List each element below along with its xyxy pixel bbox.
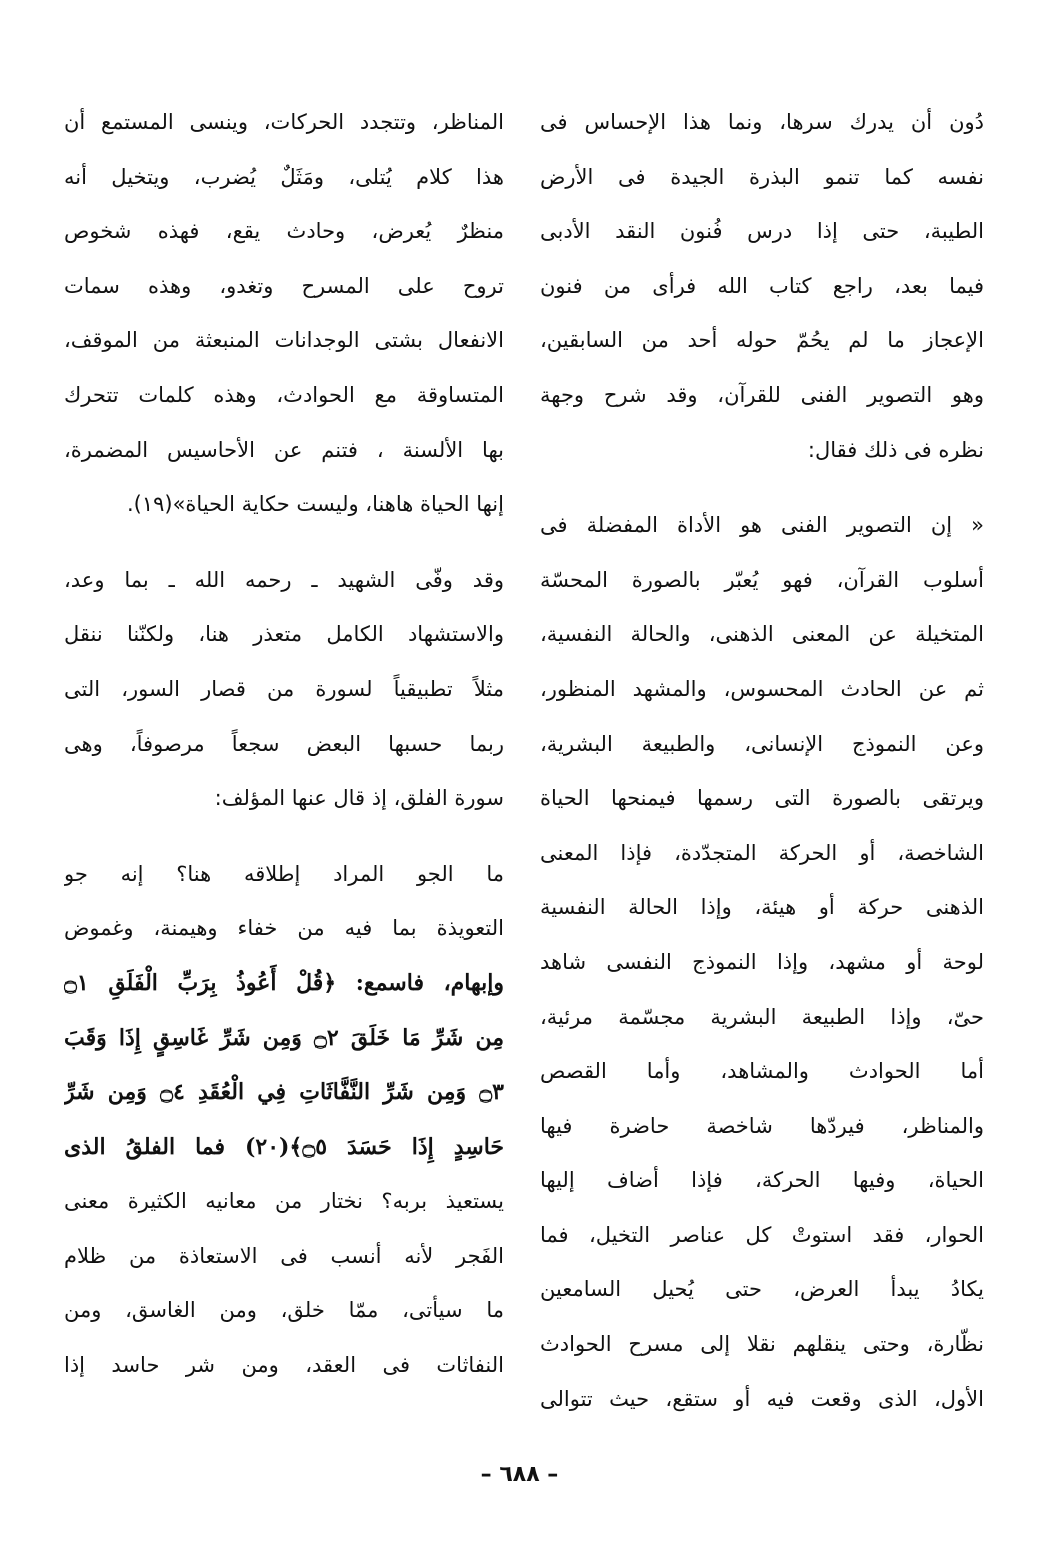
text-line: منظرٌ يُعرض، وحادث يقع، فهذه شخوص [64, 219, 504, 244]
left-text-column [64, 95, 504, 1393]
text-line: الطيبة، حتى إذا درس فُنون النقد الأدبى [540, 219, 984, 244]
right-text-column [540, 95, 984, 1426]
text-line: المتساوقة مع الحوادث، وهذه كلمات تتحرك [64, 382, 504, 407]
paragraph-quotation [540, 498, 984, 1426]
text-line: التعويذة بما فيه من خفاء وهيمنة، وغموض [64, 916, 504, 941]
text-line: وقد وفّى الشهيد ـ رحمه الله ـ بما وعد، [64, 567, 504, 592]
quran-verse-line: حَاسِدٍ إِذَا حَسَدَ ۝٥﴾(٢٠) فما الفلقُ الذى [64, 1133, 504, 1160]
text-line: المناظر، وتتجدد الحركات، وينسى المستمع أن [64, 110, 504, 134]
text-line: ما سيأتى، ممّا خلق، ومن الغاسق، ومن [64, 1298, 504, 1323]
quran-verse-line: مِن شَرِّ مَا خَلَقَ ۝٢ وَمِن شَرِّ غَاسِقٍ إِذَا وَقَبَ [64, 1024, 504, 1051]
text-line: سورة الفلق، إذ قال عنها المؤلف: [214, 786, 504, 811]
text-line: الذهنى حركة أو هيئة، وإذا الحالة النفسية [540, 895, 984, 920]
text-line: ويرتقى بالصورة التى رسمها فيمنحها الحياة [540, 786, 984, 811]
text-line: يستعيذ بربه؟ نختار من معانيه الكثيرة معنى [64, 1189, 504, 1214]
text-line: وهو التصوير الفنى للقرآن، وقد شرح وجهة [540, 382, 984, 407]
quran-verse-line: وإبهام، فاسمع: ﴿قُلْ أَعُوذُ بِرَبِّ الْفَلَقِ ۝١ [64, 969, 504, 996]
text-line: دُون أن يدرك سرها، ونما هذا الإحساس فى [540, 110, 984, 134]
text-line: نظره فى ذلك فقال: [807, 437, 984, 462]
text-line: تروح على المسرح وتغدو، وهذه سمات [64, 273, 504, 298]
text-line: ثم عن الحادث المحسوس، والمشهد المنظور، [540, 676, 984, 701]
text-line: الانفعال بشتى الوجدانات المنبعثة من الموقف، [64, 328, 504, 353]
text-line: مثلاً تطبيقياً لسورة من قصار السور، التى [64, 676, 504, 701]
text-line: الإعجاز ما لم يحُمّ حوله أحد من السابقين، [540, 328, 984, 353]
quran-verse-line: ۝٣ وَمِن شَرِّ النَّفَّاثَاتِ فِي الْعُقَدِ ۝٤ وَمِن شَرِّ [64, 1079, 504, 1106]
text-line: نظّارة، وحتى ينقلهم نقلا إلى مسرح الحوادث [540, 1332, 984, 1357]
text-line: أما الحوادث والمشاهد، وأما القصص [540, 1059, 984, 1084]
paragraph-example [64, 553, 504, 826]
text-line: أسلوب القرآن، فهو يُعبّر بالصورة المحسّة [540, 567, 984, 592]
text-line: « إن التصوير الفنى هو الأداة المفضلة فى [540, 513, 984, 538]
text-line: ما الجو المراد إطلاقه هنا؟ إنه جو [64, 861, 504, 886]
text-line: ربما حسبها البعض سجعاً مرصوفاً، وهى [64, 731, 504, 756]
text-line: يكادُ يبدأ العرض، حتى يُحيل السامعين [540, 1277, 984, 1302]
page-number: – ٦٨٨ – [480, 1462, 559, 1487]
text-line: الحوار، فقد استوتْ كل عناصر التخيل، فما [540, 1222, 984, 1247]
text-line: الفَجر لأنه أنسب فى الاستعاذة من ظلام [64, 1243, 504, 1268]
text-line: الشاخصة، أو الحركة المتجدّدة، فإذا المعنى [540, 840, 984, 865]
text-line: وعن النموذج الإنسانى، والطبيعة البشرية، [540, 731, 984, 756]
text-line: النفاثات فى العقد، ومن شر حاسد إذا [64, 1353, 504, 1378]
text-line: لوحة أو مشهد، وإذا النموذج النفسى شاهد [540, 949, 984, 974]
text-line: والاستشهاد الكامل متعذر هنا، ولكنّنا ننقل [64, 622, 504, 647]
text-line: الحياة، وفيها الحركة، فإذا أضاف إليها [540, 1168, 984, 1193]
text-line: حىّ، وإذا الطبيعة البشرية مجسّمة مرئية، [540, 1004, 984, 1029]
paragraph-surah-falaq [64, 847, 504, 1393]
text-line: نفسه كما تنمو البذرة الجيدة فى الأرض [540, 164, 984, 189]
text-line: والمناظر، فيردّها شاخصة حاضرة فيها [540, 1113, 984, 1138]
text-line: إنها الحياة هاهنا، وليست حكاية الحياة»(١٩). [126, 492, 504, 517]
text-line: بها الألسنة ، فتنم عن الأحاسيس المضمرة، [64, 437, 504, 462]
paragraph-quotation-end [64, 95, 504, 532]
text-line: الأول، الذى وقعت فيه أو ستقع، حيث تتوالى [540, 1386, 984, 1411]
text-line: هذا كلام يُتلى، ومَثَلٌ يُضرب، ويتخيل أنه [64, 164, 504, 189]
text-line: المتخيلة عن المعنى الذهنى، والحالة النفسية، [540, 622, 984, 647]
text-line: فيما بعد، راجع كتاب الله فرأى من فنون [540, 273, 984, 298]
paragraph-intro [540, 95, 984, 477]
